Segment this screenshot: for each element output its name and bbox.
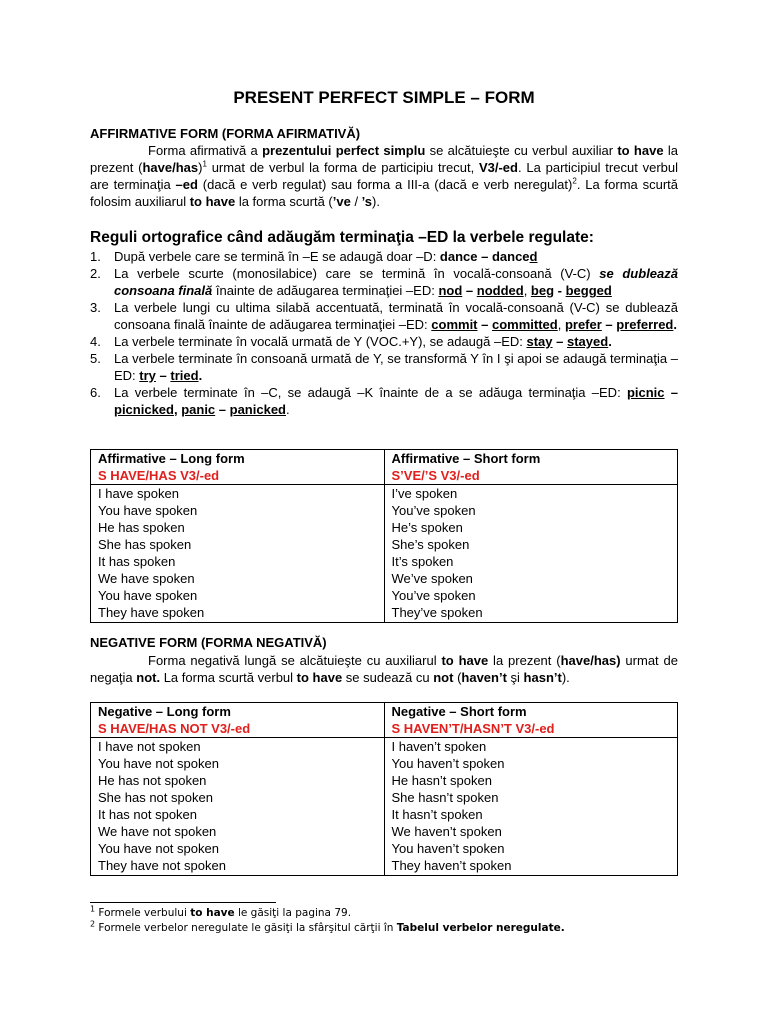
footnote-ref: 1	[202, 159, 207, 169]
rule-item	[90, 248, 678, 265]
negative-paragraph	[90, 652, 678, 686]
text-run-bold: nod – nodded	[438, 283, 524, 298]
text-run: La forma scurtă verbul	[160, 670, 297, 685]
text-run: (dacă e verb regulat) sau forma a III-a (dacă e verb neregulat)	[197, 177, 573, 192]
list-item: You haven’t spoken	[391, 756, 505, 771]
text-run-bold: ’s	[361, 194, 373, 209]
list-item: I have spoken	[98, 486, 179, 501]
list-item: He has spoken	[98, 520, 185, 535]
text-run-bold: not	[433, 670, 454, 685]
text-run-bold: to have	[296, 670, 343, 685]
text-run-bold: not.	[136, 670, 161, 685]
rules-heading: Reguli ortografice când adăugăm terminaţia –ED la verbele regulate:	[90, 229, 594, 246]
list-item: They haven’t spoken	[391, 858, 512, 873]
list-item: I haven’t spoken	[391, 739, 487, 754]
text-run-bold: try – tried.	[139, 368, 203, 383]
list-item: He’s spoken	[391, 520, 463, 535]
text-run-bold: prezentului perfect simplu	[262, 143, 426, 158]
page-title: PRESENT PERFECT SIMPLE – FORM	[233, 88, 535, 107]
text-run: înainte de adăugarea terminaţiei –ED:	[212, 283, 439, 298]
footnote-1: $^1$ Formele verbului to have le găsiţi la pagina 79.	[90, 904, 352, 919]
text-run: /	[350, 194, 362, 209]
rule-item: 3. La verbele lungi cu ultima silabă accentuată, terminată în vocală-consoană (V-C) se dublează consoana finală înainte de adăugarea terminaţiei –ED: commit – committed, prefer – preferred.	[90, 300, 678, 332]
list-item: You have spoken	[98, 503, 198, 518]
list-item: You’ve spoken	[391, 588, 476, 603]
list-item: He has not spoken	[98, 773, 207, 788]
text-run-bold: ’ve	[332, 194, 351, 209]
footnote-mark: 2	[90, 919, 96, 929]
text-run: Forma negativă lungă se alcătuieşte cu auxiliarul	[148, 653, 442, 668]
footnote-ref: 2	[572, 176, 577, 186]
list-item: I’ve spoken	[391, 486, 458, 501]
text-run: La verbele terminate în consoană urmată de Y, se transformă Y în I şi apoi se adaugă terminaţia –ED:	[114, 351, 678, 383]
column-header: Affirmative – Short form	[391, 451, 541, 466]
text-run: La verbele scurte (monosilabice) care se termină în vocală-consoană (V-C)	[114, 266, 600, 281]
footnote-separator	[90, 902, 276, 903]
list-item: They have not spoken	[98, 858, 226, 873]
formula-label: S HAVE/HAS NOT V3/-ed	[98, 721, 251, 736]
text-run-bold: haven’t	[461, 670, 507, 685]
list-item: She has spoken	[98, 537, 192, 552]
list-item: It hasn’t spoken	[391, 807, 483, 822]
affirmative-table	[90, 449, 678, 623]
text-run-bold: –ed	[175, 177, 198, 192]
negative-heading: NEGATIVE FORM (FORMA NEGATIVĂ)	[90, 635, 327, 650]
list-item: It’s spoken	[391, 554, 454, 569]
text-run: ).	[372, 194, 380, 209]
list-item: She hasn’t spoken	[391, 790, 499, 805]
text-run: la prezent (	[90, 143, 678, 175]
formula-label: S HAVEN’T/HASN’T V3/-ed	[391, 721, 555, 736]
text-run-bold: have/has	[142, 160, 199, 175]
text-run-bold: hasn’t	[523, 670, 562, 685]
text-run-bold: V3/-ed	[478, 160, 518, 175]
list-item: They’ve spoken	[391, 605, 483, 620]
rule-item	[90, 350, 678, 384]
text-run: )	[198, 160, 203, 175]
text-run: . La forma scurtă folosim auxiliarul	[90, 177, 678, 209]
column-header: Negative – Long form	[98, 704, 231, 719]
text-run-bold: to have	[441, 653, 489, 668]
list-item: You’ve spoken	[391, 503, 476, 518]
text-run-bold-italic: se dublează consoana finală	[114, 266, 678, 298]
text-run-bold: to have	[189, 194, 236, 209]
list-item: She has not spoken	[98, 790, 213, 805]
list-item: You have not spoken	[98, 841, 219, 856]
text-run-bold: picnic – picnicked, panic – panicked	[114, 385, 678, 417]
text-run-bold: beg - begged	[530, 283, 612, 298]
text-run-bold: commit – committed	[431, 317, 558, 332]
list-item: They have spoken	[98, 605, 205, 620]
list-item: You have not spoken	[98, 756, 219, 771]
text-run: La verbele terminate în vocală urmată de Y (VOC.+Y), se adaugă –ED:	[114, 334, 527, 349]
list-item: She’s spoken	[391, 537, 470, 552]
list-item: You haven’t spoken	[391, 841, 505, 856]
table-header-cell	[384, 703, 678, 738]
text-run: urmat de verbul la forma de participiu trecut,	[206, 160, 479, 175]
text-run-bold: dance – danced	[439, 249, 538, 264]
table-cell-short-forms	[384, 485, 678, 623]
column-header: Affirmative – Long form	[98, 451, 245, 466]
text-run-bold: to have	[617, 143, 664, 158]
formula-label: S’VE/’S V3/-ed	[391, 468, 480, 483]
text-run: Forma afirmativă a	[148, 143, 263, 158]
list-item: We have spoken	[98, 571, 195, 586]
rule-number: 2.	[90, 266, 101, 281]
list-item: It has spoken	[98, 554, 176, 569]
table-header-cell	[384, 450, 678, 485]
rule-number: 6.	[90, 385, 101, 400]
rules-list	[90, 248, 678, 418]
list-item: You have spoken	[98, 588, 198, 603]
list-item: We’ve spoken	[391, 571, 473, 586]
text-run: La verbele terminate în –C, se adaugă –K înainte de a se adăuga terminaţia –ED:	[114, 385, 627, 400]
column-header: Negative – Short form	[391, 704, 527, 719]
text-run: se sudează cu	[342, 670, 434, 685]
text-run-bold: stay – stayed.	[526, 334, 612, 349]
footnote-mark: 1	[90, 904, 96, 914]
table-header-row	[91, 703, 678, 738]
text-run: (	[453, 670, 462, 685]
list-item: It has not spoken	[98, 807, 198, 822]
rule-number: 1.	[90, 249, 101, 264]
text-run: . La participiul trecut verbul are terminaţia	[90, 160, 678, 192]
list-item: We haven’t spoken	[391, 824, 502, 839]
list-item: He hasn’t spoken	[391, 773, 492, 788]
affirmative-heading: AFFIRMATIVE FORM (FORMA AFIRMATIVĂ)	[90, 126, 361, 141]
footnote-2: $^2$ Formele verbelor neregulate le găsiţi la sfârşitul cărţii în Tabelul verbelor neregulate.	[90, 919, 565, 934]
text-run: După verbele care se termină în –E se adaugă doar –D:	[114, 249, 440, 264]
text-run: La verbele lungi cu ultima silabă accentuată, terminată în vocală-consoană (V-C) se dublează consoana finală înainte de adăugarea terminaţiei –ED:	[114, 300, 678, 332]
rule-number: 4.	[90, 334, 101, 349]
text-run: urmat de negaţia	[90, 653, 678, 685]
list-item: We have not spoken	[98, 824, 217, 839]
rule-item: 2. La verbele scurte (monosilabice) care se termină în vocală-consoană (V-C) se dublează consoana finală înainte de adăugarea terminaţiei –ED: nod – nodded, beg - begged	[90, 266, 678, 298]
text-run: la prezent (	[488, 653, 561, 668]
rule-item: 6. La verbele terminate în –C, se adaugă –K înainte de a se adăuga terminaţia –ED: picnic – picnicked, panic – panicked.	[90, 385, 678, 417]
text-run: ).	[561, 670, 570, 685]
list-item: I have not spoken	[98, 739, 201, 754]
text-run: se alcătuieşte cu verbul auxiliar	[425, 143, 618, 158]
table-header-row	[91, 450, 678, 485]
text-run: la forma scurtă (	[235, 194, 333, 209]
text-run: şi	[506, 670, 524, 685]
rule-number: 5.	[90, 351, 101, 366]
table-cell-short-forms	[384, 738, 678, 876]
table-cell-long-forms	[91, 738, 385, 876]
table-header-cell	[91, 703, 385, 738]
text-run-bold: have/has)	[560, 653, 621, 668]
table-cell-long-forms	[91, 485, 385, 623]
formula-label: S HAVE/HAS V3/-ed	[98, 468, 220, 483]
rule-item	[90, 333, 678, 350]
text-run-bold: prefer – preferred.	[564, 317, 677, 332]
rule-number: 3.	[90, 300, 101, 315]
affirmative-paragraph	[90, 142, 678, 210]
table-row	[91, 485, 678, 623]
table-row	[91, 738, 678, 876]
table-header-cell	[91, 450, 385, 485]
negative-table	[90, 702, 678, 876]
